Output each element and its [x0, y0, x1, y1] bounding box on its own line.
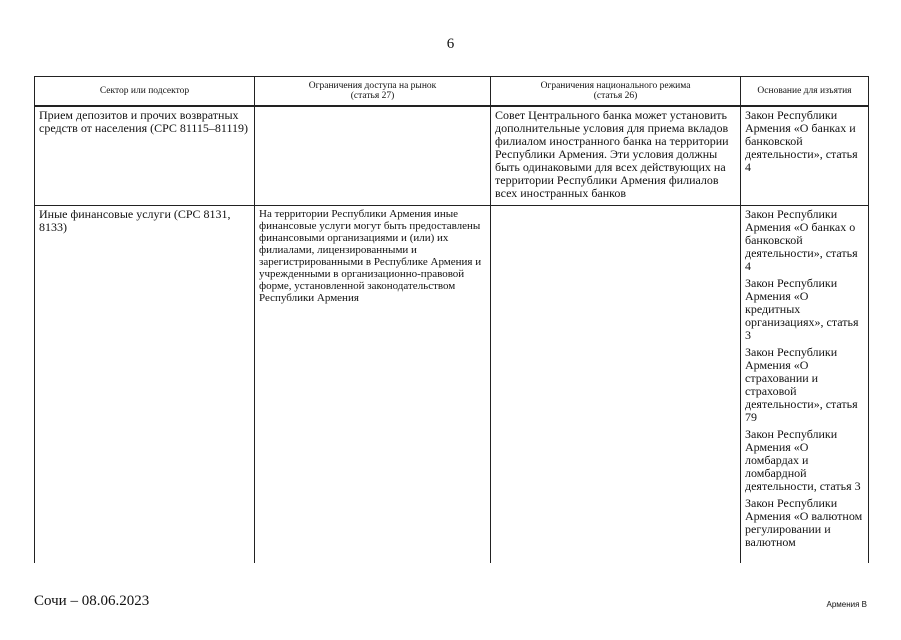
law-reference: Закон Республики Армения «О банках и банковской деятельности», статья 4 — [745, 108, 858, 174]
table-row — [35, 206, 869, 564]
table-header-row — [35, 77, 869, 107]
law-reference: Закон Республики Армения «О ломбардах и ломбардной деятельности, статья 3 — [745, 427, 861, 493]
cell-national-treatment: Совет Центрального банка может установить дополнительные условия для приема вкладов филиалом иностранного банка на территории Республики Армения. Эти условия должны быть одинаковыми для всех действующих на территории Республики Армения филиалов всех иностранных банков — [491, 106, 741, 206]
page-number: 6 — [446, 36, 455, 52]
law-reference: Закон Республики Армения «О страховании и страховой деятельности», статья 79 — [745, 345, 858, 424]
header-basis: Основание для изъятия — [741, 77, 869, 107]
table-row — [35, 106, 869, 206]
law-reference: Закон Республики Армения «О валютном регулировании и валютном — [745, 496, 863, 549]
reservations-table — [34, 76, 869, 563]
law-reference: Закон Республики Армения «О кредитных организациях», статья 3 — [745, 276, 859, 342]
cell-market-access: На территории Республики Армения иные финансовые услуги могут быть предоставлены финансовыми организациями и (или) их филиалами, лицензированными и зарегистрированными в Республике Армения и учрежденными в организационно-правовой форме, установленной законодательством Республики Армения — [255, 206, 491, 564]
cell-market-access — [255, 106, 491, 206]
header-sector: Сектор или подсектор — [35, 77, 255, 107]
cell-sector: Иные финансовые услуги (CPC 8131, 8133) — [35, 206, 255, 564]
footer-country-code: Армения В — [826, 600, 867, 609]
cell-basis — [741, 206, 869, 564]
footer-date: Сочи – 08.06.2023 — [34, 593, 150, 609]
cell-national-treatment — [491, 206, 741, 564]
cell-sector: Прием депозитов и прочих возвратных средств от населения (CPC 81115–81119) — [35, 106, 255, 206]
cell-basis — [741, 106, 869, 206]
header-market-access: Ограничения доступа на рынок (статья 27) — [255, 77, 491, 107]
law-reference: Закон Республики Армения «О банках о банковской деятельности», статья 4 — [745, 207, 858, 273]
header-national-treatment: Ограничения национального режима (статья 26) — [491, 77, 741, 107]
